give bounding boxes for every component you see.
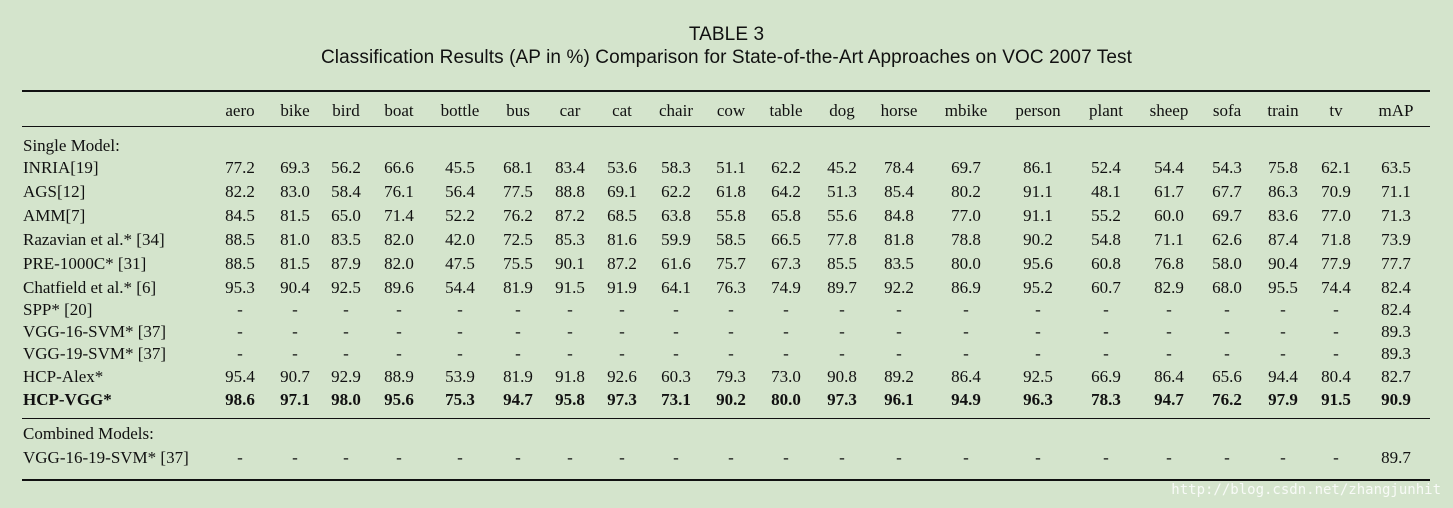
table-cell: - <box>963 300 969 319</box>
table-cell: - <box>1035 344 1041 363</box>
table-cell: 48.1 <box>1091 182 1121 201</box>
table-cell: 90.7 <box>280 367 310 386</box>
table-cell: 85.4 <box>884 182 914 201</box>
table-cell: - <box>237 300 243 319</box>
table-cell: - <box>839 448 845 467</box>
row-label: HCP-Alex* <box>23 367 104 386</box>
table-cell: - <box>1333 322 1339 341</box>
table-cell: 62.6 <box>1212 230 1242 249</box>
table-cell: 95.6 <box>1023 254 1053 273</box>
table-cell: 74.9 <box>771 278 801 297</box>
table-cell: 75.7 <box>716 254 746 273</box>
table-cell: 89.3 <box>1381 322 1411 341</box>
table-cell: - <box>237 322 243 341</box>
table-cell: 76.8 <box>1154 254 1184 273</box>
table-cell: 86.3 <box>1268 182 1298 201</box>
table-cell: - <box>1333 300 1339 319</box>
table-cell: 62.1 <box>1321 158 1351 177</box>
table-cell: 69.1 <box>607 182 637 201</box>
table-cell: 75.5 <box>503 254 533 273</box>
table-cell: 88.9 <box>384 367 414 386</box>
table-cell: 95.5 <box>1268 278 1298 297</box>
table-cell: - <box>839 344 845 363</box>
table-cell: 82.4 <box>1381 300 1411 319</box>
table-cell: 91.5 <box>1321 390 1351 409</box>
table-cell: 84.5 <box>225 206 255 225</box>
table-cell: 77.9 <box>1321 254 1351 273</box>
table-cell: 81.8 <box>884 230 914 249</box>
table-cell: 97.1 <box>280 390 310 409</box>
table-cell: 61.8 <box>716 182 746 201</box>
table-cell: 94.7 <box>1154 390 1184 409</box>
table-cell: - <box>1103 448 1109 467</box>
table-cell: - <box>237 448 243 467</box>
column-header-person: person <box>1015 101 1061 120</box>
table-cell: - <box>292 448 298 467</box>
table-cell: 45.5 <box>445 158 475 177</box>
table-cell: 76.2 <box>503 206 533 225</box>
table-cell: - <box>515 300 521 319</box>
table-cell: 51.1 <box>716 158 746 177</box>
table-cell: 89.6 <box>384 278 414 297</box>
table-cell: - <box>457 448 463 467</box>
table-cell: - <box>457 344 463 363</box>
column-header-sheep: sheep <box>1149 101 1189 120</box>
table-cell: 90.9 <box>1381 390 1411 409</box>
table-cell: - <box>1035 322 1041 341</box>
table-cell: 80.2 <box>951 182 981 201</box>
table-cell: 55.8 <box>716 206 746 225</box>
table-cell: 54.4 <box>1154 158 1184 177</box>
table-cell: - <box>396 448 402 467</box>
table-cell: 92.5 <box>331 278 361 297</box>
row-label: SPP* [20] <box>23 300 93 319</box>
table-cell: - <box>963 448 969 467</box>
table-caption-title: Classification Results (AP in %) Comparison for State-of-the-Art Approaches on VOC 2007 Test <box>320 47 1133 68</box>
row-label: AMM[7] <box>23 206 86 225</box>
column-header-car: car <box>559 101 581 120</box>
table-cell: 71.3 <box>1381 206 1411 225</box>
table-cell: - <box>292 344 298 363</box>
table-cell: 77.0 <box>1321 206 1351 225</box>
column-header-bike: bike <box>280 101 310 120</box>
table-cell: 62.2 <box>661 182 691 201</box>
table-cell: 91.1 <box>1023 182 1053 201</box>
table-cell: - <box>457 300 463 319</box>
table-cell: 66.6 <box>384 158 414 177</box>
table-cell: - <box>396 322 402 341</box>
table-cell: 77.7 <box>1381 254 1411 273</box>
table-cell: 56.4 <box>445 182 475 201</box>
table-cell: 60.8 <box>1091 254 1121 273</box>
top-rule <box>22 90 1430 92</box>
table-cell: 95.2 <box>1023 278 1053 297</box>
table-cell: 55.6 <box>827 206 857 225</box>
table-cell: 90.4 <box>1268 254 1298 273</box>
table-cell: - <box>783 300 789 319</box>
table-cell: 82.9 <box>1154 278 1184 297</box>
table-cell: - <box>1103 322 1109 341</box>
column-header-table: table <box>769 101 803 120</box>
table-cell: - <box>1224 448 1230 467</box>
table-cell: 94.9 <box>951 390 981 409</box>
table-cell: - <box>343 344 349 363</box>
table-cell: - <box>1103 300 1109 319</box>
table-cell: 80.0 <box>951 254 981 273</box>
table-cell: 91.9 <box>607 278 637 297</box>
table-caption-label: TABLE 3 <box>688 24 765 45</box>
table-cell: - <box>343 448 349 467</box>
table-cell: 72.5 <box>503 230 533 249</box>
column-header-cat: cat <box>612 101 632 120</box>
table-cell: - <box>1166 448 1172 467</box>
column-header-mbike: mbike <box>944 101 988 120</box>
column-header-bird: bird <box>332 101 360 120</box>
table-cell: 68.0 <box>1212 278 1242 297</box>
table-cell: - <box>673 344 679 363</box>
table-cell: 59.9 <box>661 230 691 249</box>
table-cell: - <box>515 344 521 363</box>
row-label: HCP-VGG* <box>23 390 112 409</box>
table-cell: - <box>1224 300 1230 319</box>
table-cell: 97.3 <box>607 390 637 409</box>
table-cell: 88.5 <box>225 254 255 273</box>
table-cell: - <box>728 300 734 319</box>
table-cell: 73.0 <box>771 367 801 386</box>
table-cell: 80.0 <box>771 390 801 409</box>
table-cell: 76.3 <box>716 278 746 297</box>
table-cell: - <box>292 300 298 319</box>
table-cell: 86.4 <box>951 367 981 386</box>
row-label: INRIA[19] <box>23 158 99 177</box>
table-cell: 85.5 <box>827 254 857 273</box>
table-cell: 66.9 <box>1091 367 1121 386</box>
table-cell: - <box>728 448 734 467</box>
table-cell: 86.4 <box>1154 367 1184 386</box>
table-cell: - <box>567 344 573 363</box>
table-cell: 96.3 <box>1023 390 1053 409</box>
table-cell: 92.6 <box>607 367 637 386</box>
table-cell: - <box>963 344 969 363</box>
table-cell: 98.0 <box>331 390 361 409</box>
table-cell: 60.0 <box>1154 206 1184 225</box>
table-cell: 63.8 <box>661 206 691 225</box>
table-cell: 81.9 <box>503 278 533 297</box>
table-cell: - <box>396 300 402 319</box>
table-cell: 47.5 <box>445 254 475 273</box>
table-cell: - <box>783 448 789 467</box>
table-cell: 64.2 <box>771 182 801 201</box>
table-cell: 75.3 <box>445 390 475 409</box>
table-cell: 81.5 <box>280 254 310 273</box>
column-header-chair: chair <box>659 101 693 120</box>
table-cell: 81.0 <box>280 230 310 249</box>
table-cell: - <box>1224 344 1230 363</box>
table-cell: 95.4 <box>225 367 255 386</box>
table-cell: - <box>673 300 679 319</box>
table-cell: 83.5 <box>331 230 361 249</box>
table-cell: 58.4 <box>331 182 361 201</box>
table-cell: 54.8 <box>1091 230 1121 249</box>
table-cell: - <box>839 322 845 341</box>
table-cell: 68.1 <box>503 158 533 177</box>
table-cell: - <box>673 322 679 341</box>
table-cell: 94.7 <box>503 390 533 409</box>
table-cell: - <box>619 448 625 467</box>
table-cell: 91.5 <box>555 278 585 297</box>
table-cell: - <box>1166 322 1172 341</box>
table-cell: 58.3 <box>661 158 691 177</box>
table-cell: 83.5 <box>884 254 914 273</box>
table-cell: - <box>728 322 734 341</box>
table-cell: 58.0 <box>1212 254 1242 273</box>
table-cell: 55.2 <box>1091 206 1121 225</box>
table-cell: 77.5 <box>503 182 533 201</box>
table-cell: 63.5 <box>1381 158 1411 177</box>
row-label: VGG-16-19-SVM* [37] <box>23 448 189 467</box>
table-cell: - <box>1166 344 1172 363</box>
table-cell: 81.6 <box>607 230 637 249</box>
section-rule <box>22 418 1430 419</box>
table-cell: - <box>1166 300 1172 319</box>
table-cell: 92.5 <box>1023 367 1053 386</box>
table-cell: 82.0 <box>384 230 414 249</box>
column-header-dog: dog <box>829 101 855 120</box>
table-cell: 90.8 <box>827 367 857 386</box>
table-cell: 76.2 <box>1212 390 1242 409</box>
table-cell: 89.2 <box>884 367 914 386</box>
table-cell: 52.2 <box>445 206 475 225</box>
table-cell: 42.0 <box>445 230 475 249</box>
table-cell: 89.7 <box>827 278 857 297</box>
table-cell: 82.4 <box>1381 278 1411 297</box>
table-cell: 62.2 <box>771 158 801 177</box>
table-cell: 56.2 <box>331 158 361 177</box>
table-cell: - <box>343 300 349 319</box>
table-cell: 73.1 <box>661 390 691 409</box>
row-label: VGG-19-SVM* [37] <box>23 344 167 363</box>
section-title: Combined Models: <box>23 424 154 443</box>
row-label: Razavian et al.* [34] <box>23 230 165 249</box>
column-header-plant: plant <box>1089 101 1123 120</box>
table-cell: - <box>1224 322 1230 341</box>
table-cell: - <box>515 448 521 467</box>
table-cell: - <box>1333 344 1339 363</box>
table-cell: - <box>1280 448 1286 467</box>
table-cell: 82.7 <box>1381 367 1411 386</box>
table-cell: 79.3 <box>716 367 746 386</box>
table-cell: 83.4 <box>555 158 585 177</box>
table-cell: 65.8 <box>771 206 801 225</box>
table-cell: 71.1 <box>1154 230 1184 249</box>
watermark: http://blog.csdn.net/zhangjunhit <box>1171 482 1441 498</box>
table-cell: 66.5 <box>771 230 801 249</box>
table-cell: 88.5 <box>225 230 255 249</box>
table-cell: 69.7 <box>951 158 981 177</box>
table-cell: 92.9 <box>331 367 361 386</box>
table-cell: - <box>292 322 298 341</box>
column-header-bottle: bottle <box>440 101 480 120</box>
table-cell: - <box>457 322 463 341</box>
table-cell: 78.3 <box>1091 390 1121 409</box>
table-cell: 91.8 <box>555 367 585 386</box>
table-cell: 77.0 <box>951 206 981 225</box>
table-cell: 95.6 <box>384 390 414 409</box>
table-cell: 88.8 <box>555 182 585 201</box>
table-cell: 91.1 <box>1023 206 1053 225</box>
table-cell: 45.2 <box>827 158 857 177</box>
table-cell: 76.1 <box>384 182 414 201</box>
table-cell: 87.2 <box>607 254 637 273</box>
table-cell: 95.3 <box>225 278 255 297</box>
table-cell: - <box>567 322 573 341</box>
table-cell: - <box>396 344 402 363</box>
table-cell: 94.4 <box>1268 367 1298 386</box>
table-cell: - <box>515 322 521 341</box>
table-cell: 97.3 <box>827 390 857 409</box>
table-cell: - <box>343 322 349 341</box>
table-cell: 98.6 <box>225 390 255 409</box>
table-cell: - <box>896 344 902 363</box>
column-header-tv: tv <box>1329 101 1343 120</box>
table-cell: 78.4 <box>884 158 914 177</box>
column-header-boat: boat <box>384 101 414 120</box>
column-header-sofa: sofa <box>1212 101 1242 120</box>
table-cell: - <box>1035 300 1041 319</box>
table-cell: 69.7 <box>1212 206 1242 225</box>
table-cell: 69.3 <box>280 158 310 177</box>
table-cell: 52.4 <box>1091 158 1121 177</box>
table-cell: - <box>619 300 625 319</box>
table-cell: 60.3 <box>661 367 691 386</box>
table-cell: 77.8 <box>827 230 857 249</box>
table-cell: - <box>237 344 243 363</box>
table-cell: 82.2 <box>225 182 255 201</box>
table-cell: 54.3 <box>1212 158 1242 177</box>
table-cell: 85.3 <box>555 230 585 249</box>
table-cell: 87.4 <box>1268 230 1298 249</box>
table-cell: 86.9 <box>951 278 981 297</box>
table-cell: - <box>1280 300 1286 319</box>
header-rule <box>22 126 1430 127</box>
table-cell: 58.5 <box>716 230 746 249</box>
table-cell: 65.6 <box>1212 367 1242 386</box>
table-cell: 89.3 <box>1381 344 1411 363</box>
table-cell: 96.1 <box>884 390 914 409</box>
table-cell: 78.8 <box>951 230 981 249</box>
table-cell: 64.1 <box>661 278 691 297</box>
table-cell: 51.3 <box>827 182 857 201</box>
table-cell: - <box>783 344 789 363</box>
table-cell: 81.5 <box>280 206 310 225</box>
table-cell: 90.2 <box>1023 230 1053 249</box>
column-header-map: mAP <box>1378 101 1414 120</box>
column-header-train: train <box>1267 101 1299 120</box>
table-cell: 73.9 <box>1381 230 1411 249</box>
table-cell: 75.8 <box>1268 158 1298 177</box>
table-cell: 77.2 <box>225 158 255 177</box>
table-cell: - <box>839 300 845 319</box>
table-cell: - <box>728 344 734 363</box>
column-header-cow: cow <box>716 101 746 120</box>
table-cell: 92.2 <box>884 278 914 297</box>
table-cell: 90.2 <box>716 390 746 409</box>
table-cell: - <box>567 448 573 467</box>
column-header-horse: horse <box>880 101 918 120</box>
table-cell: 83.6 <box>1268 206 1298 225</box>
table-cell: - <box>619 322 625 341</box>
table-cell: - <box>896 448 902 467</box>
table-cell: - <box>1035 448 1041 467</box>
table-cell: - <box>1103 344 1109 363</box>
table-cell: 68.5 <box>607 206 637 225</box>
table-cell: 65.0 <box>331 206 361 225</box>
table-cell: - <box>1280 344 1286 363</box>
table-cell: - <box>567 300 573 319</box>
table-cell: 53.9 <box>445 367 475 386</box>
table-cell: - <box>619 344 625 363</box>
table-cell: 90.4 <box>280 278 310 297</box>
table-cell: - <box>1333 448 1339 467</box>
table-cell: 61.7 <box>1154 182 1184 201</box>
table-cell: 71.8 <box>1321 230 1351 249</box>
table-cell: 86.1 <box>1023 158 1053 177</box>
table-cell: 90.1 <box>555 254 585 273</box>
table-cell: - <box>1280 322 1286 341</box>
table-cell: 95.8 <box>555 390 585 409</box>
table-cell: 54.4 <box>445 278 475 297</box>
table-cell: - <box>963 322 969 341</box>
table-cell: 71.1 <box>1381 182 1411 201</box>
table-cell: 74.4 <box>1321 278 1351 297</box>
table-cell: 81.9 <box>503 367 533 386</box>
row-label: Chatfield et al.* [6] <box>23 278 157 297</box>
table-cell: 67.3 <box>771 254 801 273</box>
section-title: Single Model: <box>23 136 120 155</box>
table-cell: 82.0 <box>384 254 414 273</box>
table-cell: - <box>896 300 902 319</box>
table-cell: 87.2 <box>555 206 585 225</box>
table-cell: - <box>896 322 902 341</box>
table-cell: 60.7 <box>1091 278 1121 297</box>
table-cell: 87.9 <box>331 254 361 273</box>
row-label: VGG-16-SVM* [37] <box>23 322 167 341</box>
table-cell: 67.7 <box>1212 182 1242 201</box>
table-cell: - <box>783 322 789 341</box>
table-cell: 53.6 <box>607 158 637 177</box>
table-cell: 97.9 <box>1268 390 1298 409</box>
table-cell: 89.7 <box>1381 448 1411 467</box>
column-header-bus: bus <box>506 101 530 120</box>
column-header-aero: aero <box>225 101 255 120</box>
table-cell: 84.8 <box>884 206 914 225</box>
table-cell: - <box>673 448 679 467</box>
row-label: AGS[12] <box>23 182 86 201</box>
table-cell: 71.4 <box>384 206 414 225</box>
table-cell: 80.4 <box>1321 367 1351 386</box>
row-label: PRE-1000C* [31] <box>23 254 147 273</box>
table-cell: 70.9 <box>1321 182 1351 201</box>
table-cell: 61.6 <box>661 254 691 273</box>
table-cell: 83.0 <box>280 182 310 201</box>
